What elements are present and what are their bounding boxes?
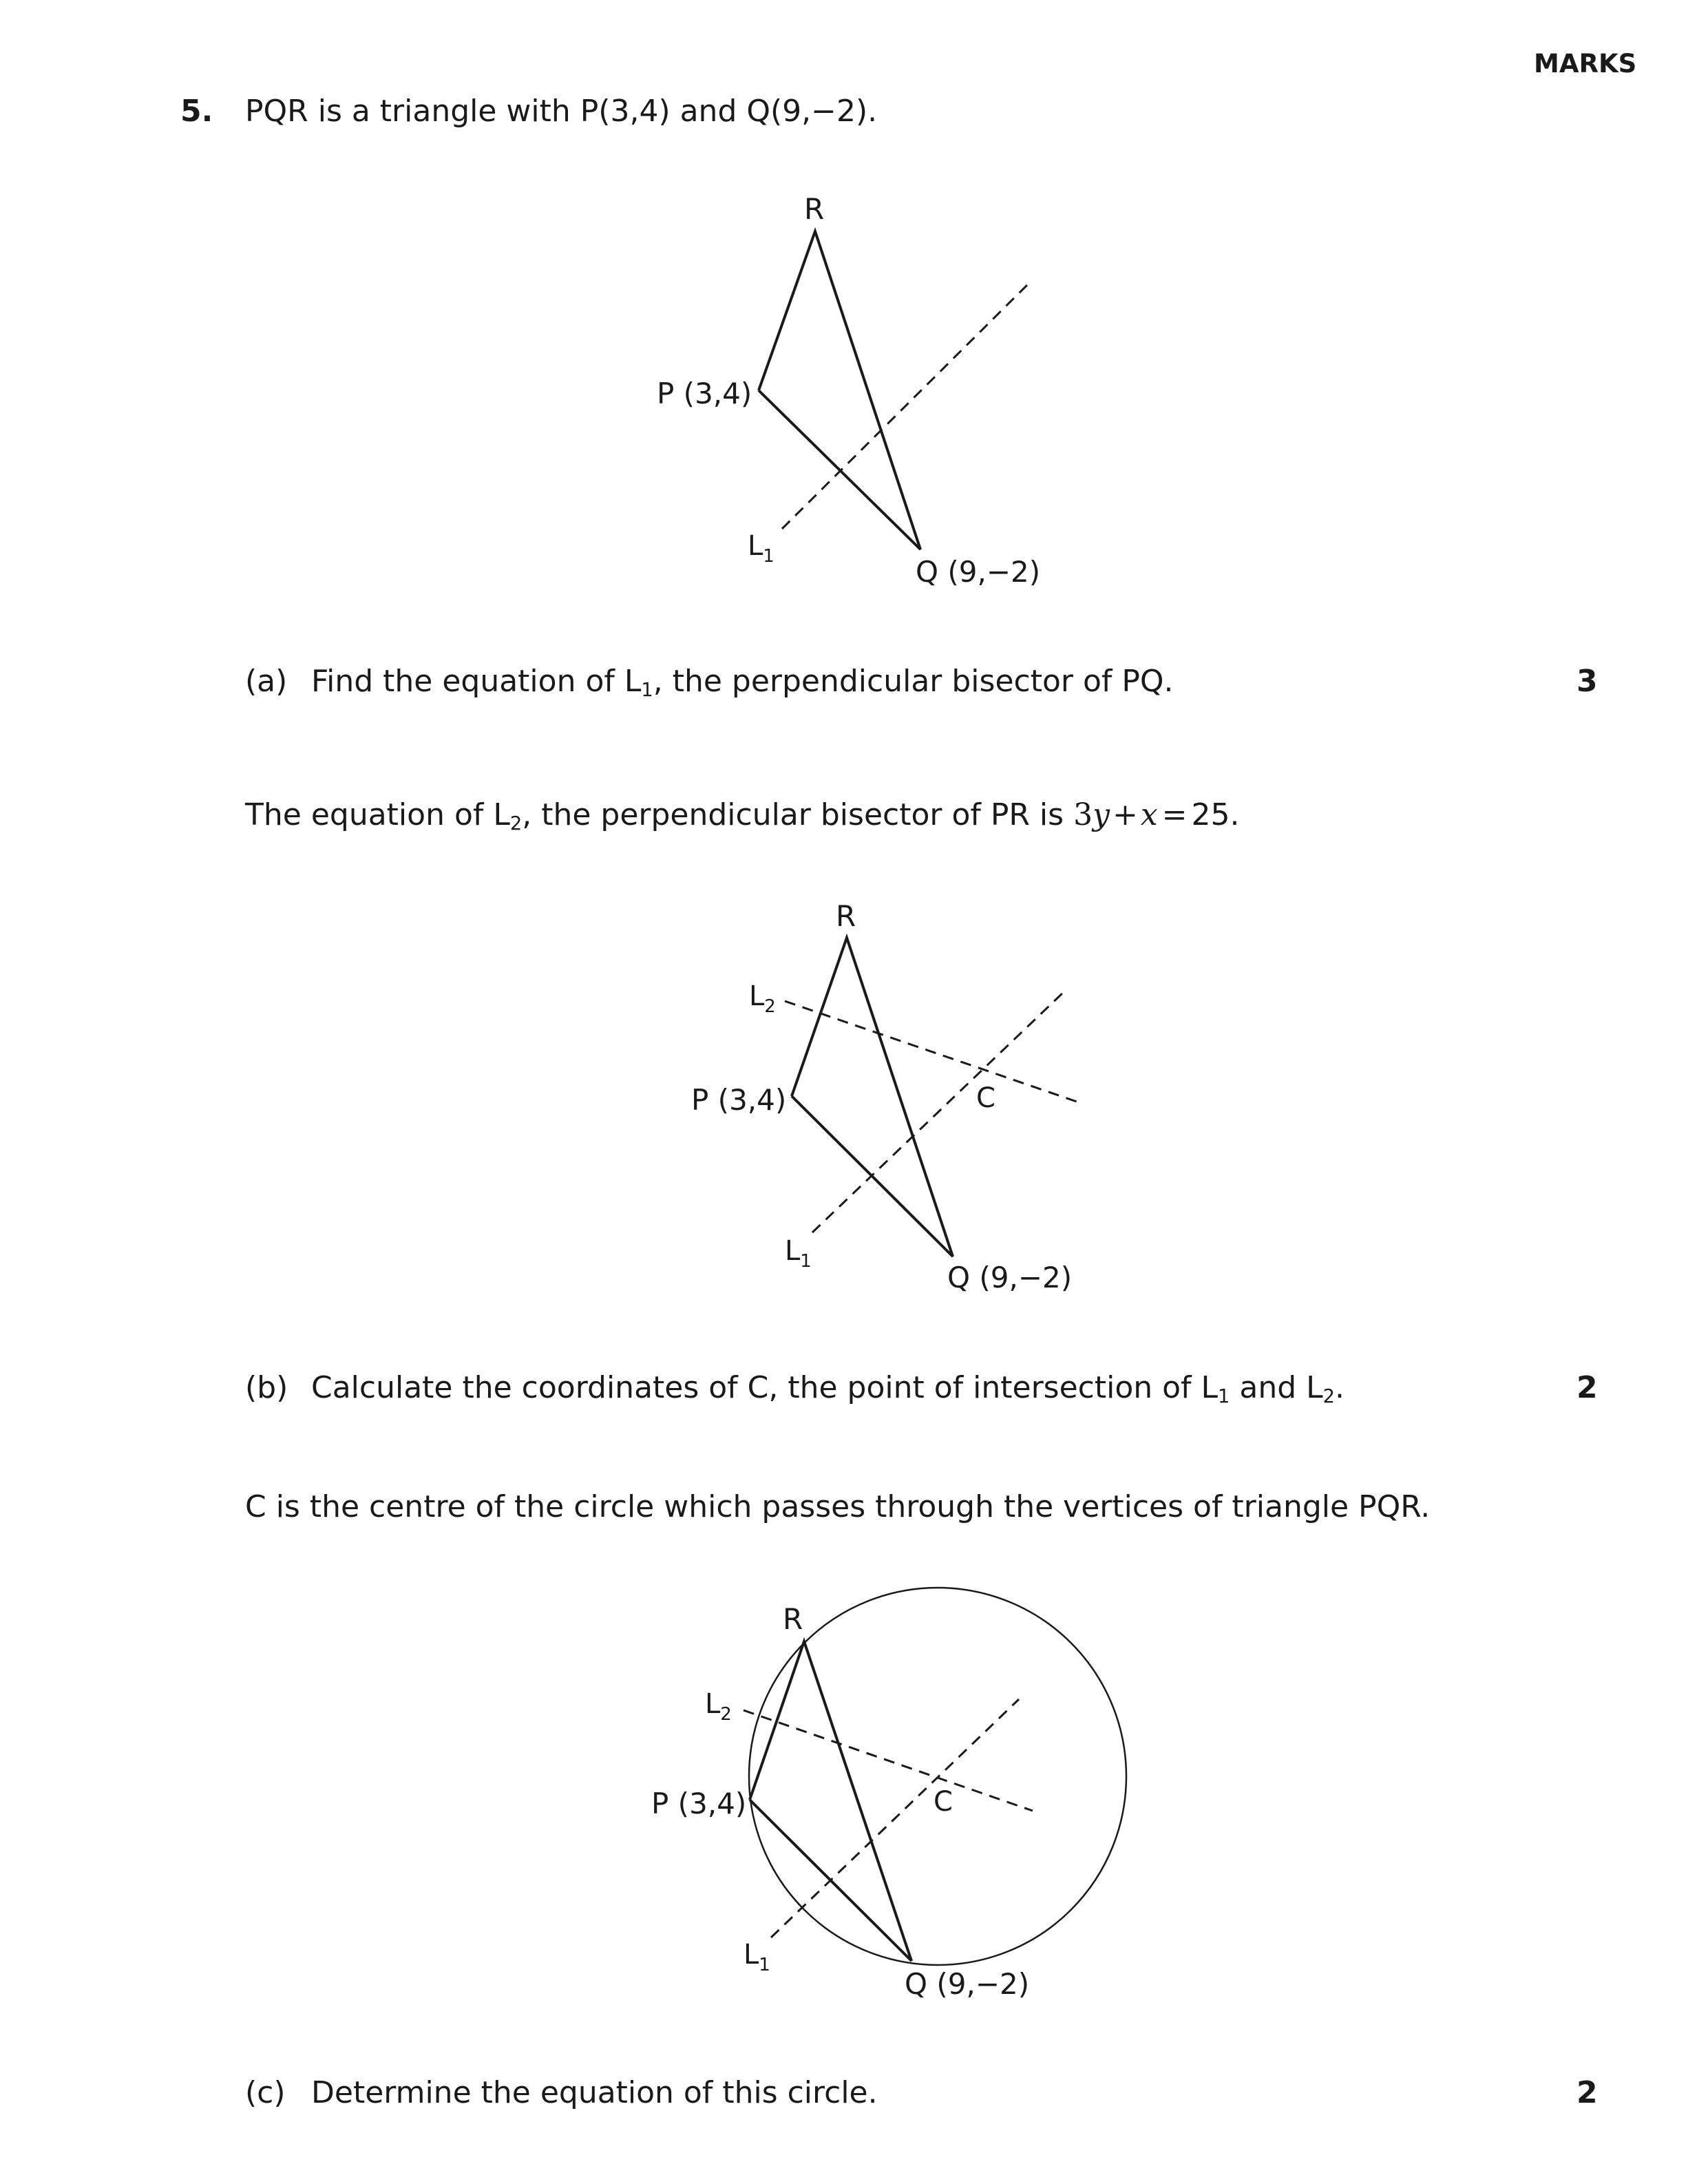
part-b-label: (b) [245, 1370, 288, 1405]
l2-statement: The equation of $L_2$, the perpendicular bisector of PR is 3y+x = 25. [245, 797, 1240, 834]
label-p: P (3,4) [657, 377, 752, 410]
label-l1: $L_1$ [785, 1235, 812, 1272]
label-l1: $L_1$ [748, 530, 774, 567]
l2-dashed-line [744, 1710, 1033, 1811]
label-c: C [976, 1082, 995, 1114]
marks-header: MARKS [1534, 49, 1637, 78]
label-l2: $L_2$ [749, 980, 776, 1017]
part-a-label: (a) [245, 664, 288, 699]
l1-dashed-line [771, 1699, 1019, 1937]
label-l1: $L_1$ [744, 1939, 770, 1975]
part-c-text: Determine the equation of this circle. [311, 2075, 878, 2110]
part-b-text: Calculate the coordinates of C, the point of intersection of $L_1$ and $L_2$. [311, 1370, 1345, 1407]
label-r: R [804, 192, 825, 226]
label-q: Q (9,−2) [916, 555, 1041, 589]
question-text: PQR is a triangle with P(3,4) and Q(9,−2). [245, 94, 878, 129]
label-c: C [934, 1786, 953, 1818]
part-c-label: (c) [245, 2075, 286, 2110]
triangle-pqr [750, 1641, 911, 1961]
circle-centre-statement: C is the centre of the circle which passes through the vertices of triangle PQR. [245, 1489, 1431, 1524]
label-r: R [783, 1602, 803, 1636]
part-b-marks: 2 [1577, 1370, 1598, 1405]
question-number: 5. [180, 94, 213, 129]
part-c-marks: 2 [1577, 2075, 1598, 2110]
label-p: P (3,4) [691, 1083, 787, 1117]
label-l2: $L_2$ [705, 1688, 732, 1725]
label-q: Q (9,−2) [947, 1261, 1073, 1294]
part-a-marks: 3 [1577, 664, 1598, 699]
label-p: P (3,4) [651, 1787, 747, 1820]
label-r: R [836, 899, 856, 933]
part-a-text: Find the equation of $L_1$, the perpendicular bisector of PQ. [311, 664, 1174, 701]
label-q: Q (9,−2) [905, 1967, 1030, 2001]
